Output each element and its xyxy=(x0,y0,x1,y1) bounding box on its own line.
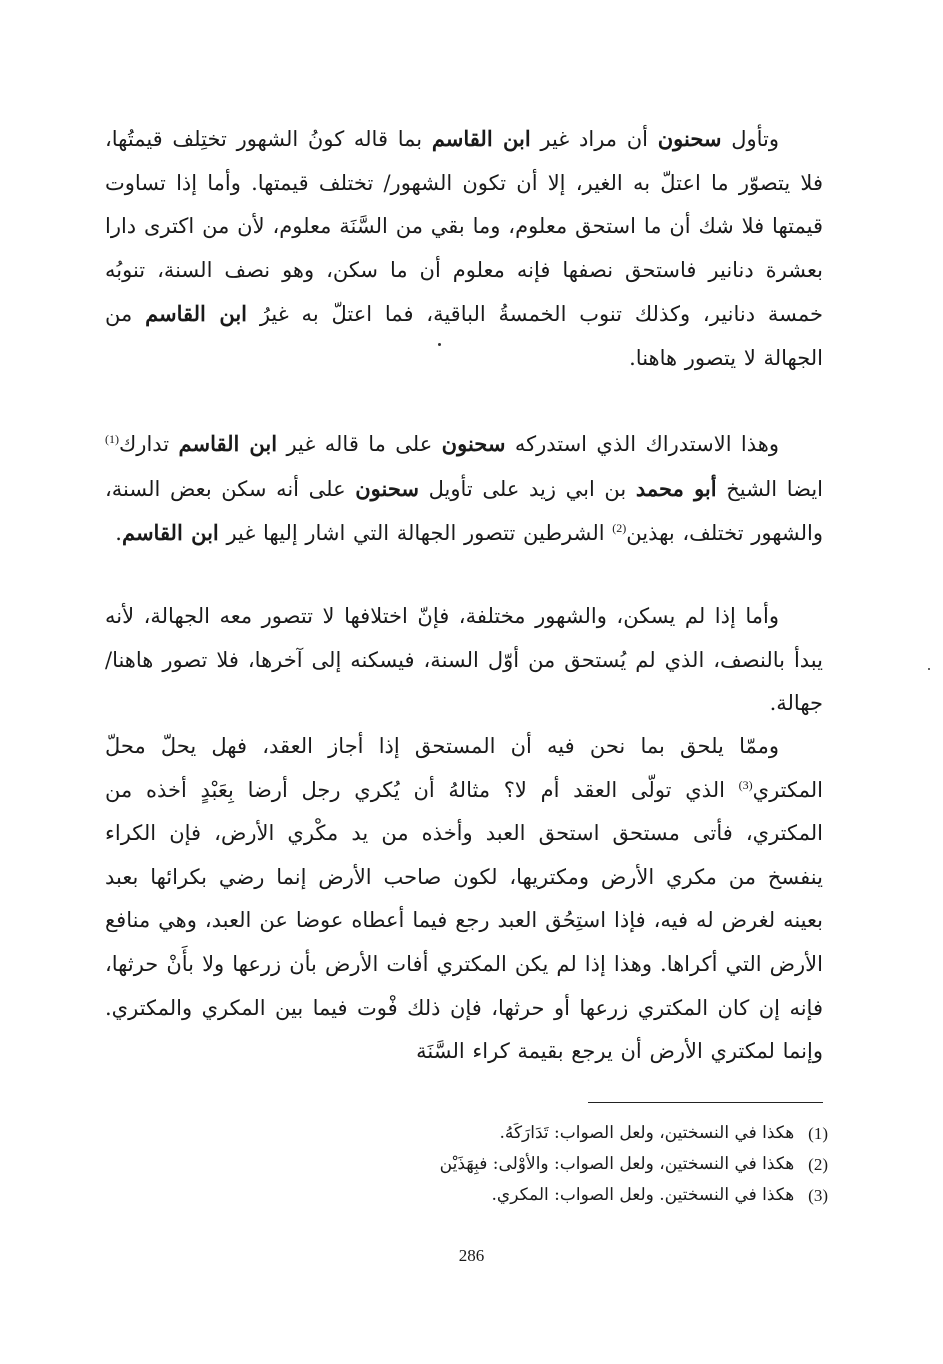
footnote-separator xyxy=(588,1102,823,1103)
page-number: 286 xyxy=(458,1246,485,1265)
bold-name: سحنون xyxy=(657,126,722,151)
text-run: وتأول xyxy=(721,127,779,151)
bold-name: ابن القاسم xyxy=(145,301,248,327)
footnote-text: هكذا في النسختين، ولعل الصواب: والأوْلى: فبِهَذَيْن xyxy=(439,1154,795,1174)
text-run: بن ابي زيد على تأويل xyxy=(419,476,636,501)
text-run: تدارك xyxy=(119,432,179,456)
footnote-3 xyxy=(110,1180,828,1211)
footnote-ref: (3) xyxy=(738,777,753,792)
footnote-ref: (1) xyxy=(105,432,119,446)
bold-name: ابن القاسم xyxy=(178,431,278,456)
paragraph-text xyxy=(105,117,823,381)
paragraph-4 xyxy=(105,725,823,1074)
paragraph-text xyxy=(105,595,823,726)
footnote-2 xyxy=(110,1149,828,1180)
text-run: . xyxy=(115,521,122,546)
scan-speck xyxy=(438,343,441,346)
scan-speck xyxy=(928,668,930,670)
text-run: وممّا يلحق بما نحن فيه أن المستحق إذا أجاز العقد، فهل يحلّ محلّ المكتري xyxy=(105,734,823,802)
footnote-number: (2) xyxy=(808,1155,828,1174)
text-run: وأما إذا لم يسكن، والشهور مختلفة، فإنّ اختلافها لا تتصور معه الجهالة، لأنه يبدأ بالنصف، الذي لم يُستحق من أوّل السنة، فيسكنه إلى آخرها، فلا تصور هاهنا/ جهالة. xyxy=(105,604,823,716)
footnote-number: (1) xyxy=(808,1124,828,1143)
bold-name: ابن القاسم xyxy=(121,520,219,546)
footnote-ref: (2) xyxy=(612,521,627,536)
paragraph-1 xyxy=(105,117,823,381)
text-run: الشرطين تتصور الجهالة التي اشار إليها غير xyxy=(218,521,613,546)
footnote-1 xyxy=(110,1118,828,1149)
bold-name: سحنون xyxy=(355,475,419,501)
paragraph-3 xyxy=(105,595,823,726)
bold-name: أبو محمد xyxy=(635,475,717,501)
paragraph-2 xyxy=(105,422,823,556)
paragraph-text xyxy=(105,422,823,556)
footnote-text: هكذا في النسختين، ولعل الصواب: تَدَارَكَهُ. xyxy=(499,1123,795,1143)
text-run: أن مراد غير xyxy=(530,127,658,151)
text-run: ايضا الشيخ xyxy=(716,476,823,501)
footnotes xyxy=(110,1118,828,1211)
text-run: الذي تولّى العقد أم لا؟ مثالهُ أن يُكري رجل أرضا بِعَبْدٍ أخذه من المكتري، فأتى مستحق استحق العبد وأخذه من يد مكْري الأرض، فإن الكراء ينفسخ من مكري الأرض ومكتريها، لكون صاحب الأرض إنما رضي بكرائها بعبد بعينه لغرض له فيه، فإذا استِحُق العبد رجع فيما أعطاه عوضا عن العبد، وهي منافع الأرض التي أكراها. وهذا إذا لم يكن المكتري أفات الأرض بأن زرعها ولا بأَنْ حرثها، فإنه إن كان المكتري زرعها أو حرثها، فإن ذلك فْوت فيما بين المكري والمكتري. وإنما لمكتري الأرض أن يرجع بقيمة كراء السَّنَة xyxy=(105,777,823,1064)
text-run: وهذا الاستدراك الذي استدركه xyxy=(505,432,780,456)
bold-name: سحنون xyxy=(441,431,506,456)
paragraph-text xyxy=(105,725,823,1074)
text-run: بما قاله كونُ الشهور تختِلف قيمتُها، فلا يتصوّر ما اعتلّ به الغير، إلا أن تكون الشهور/ تختلف قيمتها. وأما إذا تساوت قيمتها فلا شك أن ما استحق معلوم، وما بقي من السَّنَة معلوم، لأن من اكترى دارا بعشرة دنانير فاستحق نصفها فإنه معلوم أن ما سكن، وهو نصف السنة، تنوبُه خمسة دنانير، وكذلك تنوب الخمسةُ الباقية، فما اعتلّ به غيرُ xyxy=(105,127,823,327)
text-run: من الجهالة لا يتصور هاهنا. xyxy=(105,302,823,370)
footnote-number: (3) xyxy=(808,1186,828,1205)
text-run: على ما قاله غير xyxy=(277,432,442,456)
bold-name: ابن القاسم xyxy=(431,126,531,151)
footnote-text: هكذا في النسختين. ولعل الصواب: المكري. xyxy=(491,1185,795,1205)
text-run: على أنه سكن بعض السنة، والشهور تختلف، بهذين xyxy=(105,476,823,546)
